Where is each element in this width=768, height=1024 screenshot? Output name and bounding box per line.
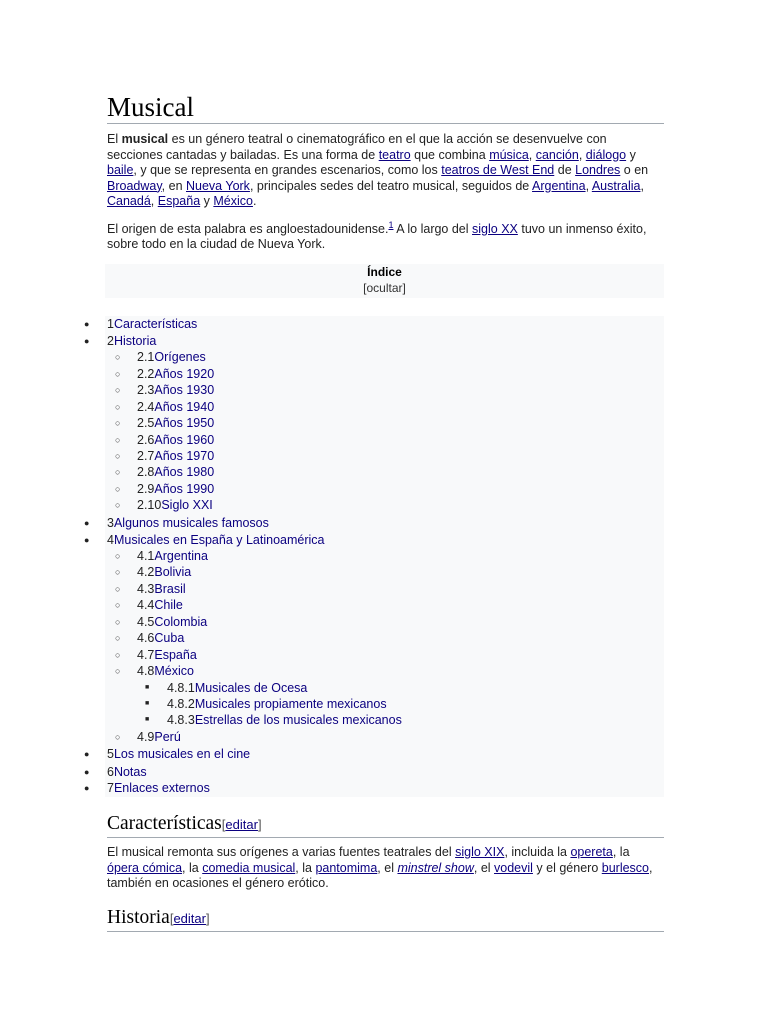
toc-number: 4.4 (137, 598, 155, 612)
toc-entry[interactable] (137, 729, 181, 746)
circle-bullet-icon: ○ (115, 732, 121, 742)
toc-link[interactable]: Perú (154, 730, 181, 744)
toc-number: 4.3 (137, 582, 155, 596)
toc-entry[interactable] (107, 532, 324, 549)
heading-text: Historia (107, 907, 170, 928)
link-burlesco[interactable]: burlesco (601, 860, 649, 875)
toc-number: 5 (107, 747, 114, 761)
toc-link[interactable]: Características (113, 317, 198, 331)
toc-entry[interactable] (107, 333, 156, 350)
text: , la (182, 860, 203, 875)
link-siglo-xx[interactable]: siglo XX (472, 221, 518, 236)
toc-item[interactable] (105, 349, 664, 366)
toc-number: 4.8.1 (167, 681, 195, 695)
text: . (252, 194, 257, 208)
link-opereta[interactable]: opereta (570, 845, 613, 859)
circle-bullet-icon: ○ (115, 451, 121, 461)
intro-paragraph-2 (107, 218, 664, 253)
toc-link[interactable]: Musicales de Ocesa (194, 681, 308, 695)
toc-number: 4.5 (137, 615, 155, 629)
toc-entry[interactable] (107, 764, 147, 781)
toc-entry[interactable] (137, 382, 214, 399)
toc-item[interactable] (105, 564, 664, 581)
link-broadway[interactable]: Broadway (107, 178, 162, 193)
toc-number: 4.6 (137, 631, 155, 645)
toc-title: Índice (367, 265, 402, 279)
text: y (626, 147, 636, 162)
toc-item[interactable] (84, 764, 664, 781)
bullet-icon: ● (84, 749, 90, 759)
link-argentina[interactable]: Argentina (532, 178, 586, 193)
toc-item[interactable] (105, 614, 664, 631)
circle-bullet-icon: ○ (115, 402, 121, 412)
link-siglo-xix[interactable]: siglo XIX (455, 845, 505, 859)
text: , (640, 178, 644, 193)
toc-number: 2.7 (137, 449, 155, 463)
edit-link[interactable]: editar (173, 911, 206, 926)
toc-number: 4.9 (137, 730, 155, 744)
square-bullet-icon: ■ (145, 700, 150, 707)
toc-entry[interactable] (137, 497, 213, 514)
text: El (107, 132, 122, 146)
toc-item[interactable] (105, 548, 664, 565)
toc-number: 4.8.2 (167, 697, 195, 711)
toc-link[interactable]: Brasil (154, 582, 186, 596)
bullet-icon: ● (84, 336, 90, 346)
toc-number: 3 (107, 516, 114, 530)
toc-number: 2.3 (137, 383, 155, 397)
text: , (528, 147, 536, 162)
toc-entry[interactable] (107, 316, 197, 333)
text: , incluida la (504, 845, 571, 859)
toc-link[interactable]: Los musicales en el cine (113, 747, 251, 761)
text: , en (161, 178, 186, 193)
circle-bullet-icon: ○ (115, 435, 121, 445)
toc-number: 4 (107, 533, 114, 547)
toc-link[interactable]: Bolivia (154, 565, 192, 579)
toc-item[interactable] (105, 448, 664, 465)
toc-entry[interactable] (167, 712, 402, 729)
toc-number: 1 (107, 317, 114, 331)
toc-list (84, 316, 664, 797)
toc-item[interactable] (105, 729, 664, 746)
link-cancion[interactable]: canción (535, 147, 579, 162)
toc-item[interactable] (105, 581, 664, 598)
link-vodevil[interactable]: vodevil (494, 860, 533, 875)
toc-item[interactable] (105, 597, 664, 614)
link-comedia-musical[interactable]: comedia musical (202, 860, 296, 875)
toc-link[interactable]: Colombia (154, 615, 208, 629)
text: es un género teatral o cinematográfico en el que la acción se desenvuelve con secciones cantadas y bailadas. Es una forma de (107, 132, 607, 162)
link-minstrel-show[interactable]: minstrel show (397, 860, 474, 875)
link-australia[interactable]: Australia (591, 178, 641, 193)
article (107, 92, 664, 253)
toc-number: 4.1 (137, 549, 155, 563)
section-paragraph (107, 845, 664, 892)
circle-bullet-icon: ○ (115, 617, 121, 627)
toc-number: 2.10 (137, 498, 162, 512)
circle-bullet-icon: ○ (115, 633, 121, 643)
section-heading (107, 812, 664, 838)
toc-link[interactable]: Años 1950 (154, 416, 215, 430)
toc-link[interactable]: Cuba (154, 631, 185, 645)
toc-entry[interactable] (137, 349, 206, 366)
bold-term: musical (121, 132, 169, 146)
text: o en (620, 163, 649, 177)
toc-link[interactable]: Algunos musicales famosos (113, 516, 269, 530)
circle-bullet-icon: ○ (115, 484, 121, 494)
text: , y que se representa en grandes escenarios, como los (133, 163, 442, 177)
link-pantomima[interactable]: pantomima (315, 860, 378, 875)
text: , principales sedes del teatro musical, seguidos de (249, 178, 533, 193)
link-baile[interactable]: baile (107, 163, 134, 177)
toc-entry[interactable] (107, 780, 210, 797)
toc-number: 2.9 (137, 482, 155, 496)
link-musica[interactable]: música (489, 147, 529, 162)
toc-number: 4.8 (137, 664, 155, 678)
toc-link[interactable]: España (154, 648, 197, 662)
toc-link[interactable]: Años 1990 (154, 482, 215, 496)
toc-entry[interactable] (137, 663, 194, 680)
toc-link[interactable]: México (154, 664, 194, 678)
toc-entry[interactable] (137, 630, 184, 647)
toc-number: 4.7 (137, 648, 155, 662)
toc-entry[interactable] (137, 564, 191, 581)
text: tuvo un inmenso éxito, sobre todo en la ciudad de Nueva York. (107, 221, 647, 252)
toc-link[interactable]: Años 1920 (154, 367, 215, 381)
link-londres[interactable]: Londres (575, 163, 621, 177)
link-teatro[interactable]: teatro (378, 147, 411, 162)
toc-entry[interactable] (137, 548, 208, 565)
toc-entry[interactable] (137, 366, 214, 383)
square-bullet-icon: ■ (145, 684, 150, 691)
link-opera-comica[interactable]: ópera cómica (107, 860, 183, 875)
circle-bullet-icon: ○ (115, 369, 121, 379)
toc-link[interactable]: Estrellas de los musicales mexicanos (194, 713, 402, 727)
link-canada[interactable]: Canadá (107, 194, 151, 208)
toc-item[interactable] (105, 481, 664, 498)
toc-item[interactable] (105, 663, 664, 680)
toc-entry[interactable] (107, 746, 250, 763)
circle-bullet-icon: ○ (115, 666, 121, 676)
toc-link[interactable]: Años 1960 (154, 433, 215, 447)
bullet-icon: ● (84, 783, 90, 793)
text: de (554, 163, 576, 177)
text: y (200, 194, 214, 208)
bullet-icon: ● (84, 767, 90, 777)
toc-link[interactable]: Historia (113, 334, 157, 348)
text: , (578, 147, 586, 162)
toc-number: 6 (107, 765, 114, 779)
toc-link[interactable]: Años 1940 (154, 400, 215, 414)
circle-bullet-icon: ○ (115, 551, 121, 561)
toc-item[interactable] (105, 630, 664, 647)
footnote-link[interactable]: 1 (388, 219, 394, 230)
section-historia (107, 906, 664, 932)
section-caracteristicas (107, 812, 664, 892)
toc-link[interactable]: Siglo XXI (161, 498, 213, 512)
toc-item[interactable] (105, 497, 664, 514)
toc-item[interactable] (105, 399, 664, 416)
text: , la (612, 845, 630, 859)
toc-link[interactable]: Argentina (154, 549, 208, 563)
link-nueva-york[interactable]: Nueva York (186, 178, 250, 193)
toc-entry[interactable] (137, 448, 214, 465)
toc-item[interactable] (84, 746, 664, 763)
text: , (585, 178, 592, 193)
bullet-icon: ● (84, 518, 90, 528)
toc-item[interactable] (105, 464, 664, 481)
bullet-icon: ● (84, 319, 90, 329)
text: que combina (410, 147, 490, 162)
toc-entry[interactable] (137, 597, 183, 614)
toc-link[interactable]: Años 1970 (154, 449, 215, 463)
bullet-icon: ● (84, 535, 90, 545)
toc-link[interactable]: Orígenes (154, 350, 206, 364)
text: , la (295, 860, 316, 875)
toc-entry[interactable] (137, 415, 214, 432)
toc-item[interactable] (84, 333, 664, 350)
toc-link[interactable]: Musicales propiamente mexicanos (194, 697, 387, 711)
intro-paragraph-1 (107, 132, 664, 210)
edit-link[interactable]: editar (225, 817, 258, 832)
circle-bullet-icon: ○ (115, 385, 121, 395)
toc-item[interactable] (84, 532, 664, 549)
heading-text: Características (107, 813, 222, 834)
square-bullet-icon: ■ (145, 716, 150, 723)
edit-bracket: [ (169, 911, 174, 926)
circle-bullet-icon: ○ (115, 352, 121, 362)
text: , (150, 194, 158, 208)
toc-number: 4.2 (137, 565, 155, 579)
toc-entry[interactable] (137, 581, 186, 598)
toc-entry[interactable] (137, 647, 197, 664)
toc-item[interactable] (105, 680, 664, 697)
text: y el género (532, 860, 602, 875)
circle-bullet-icon: ○ (115, 584, 121, 594)
circle-bullet-icon: ○ (115, 567, 121, 577)
edit-bracket: ] (257, 817, 262, 832)
toc-number: 2.2 (137, 367, 155, 381)
edit-bracket: ] (205, 911, 210, 926)
toc-entry[interactable] (137, 432, 214, 449)
link-dialogo[interactable]: diálogo (585, 147, 627, 162)
toc-entry[interactable] (137, 614, 207, 631)
toc-number: 2.8 (137, 465, 155, 479)
circle-bullet-icon: ○ (115, 600, 121, 610)
toc-entry[interactable] (167, 696, 387, 713)
text: A lo largo del (393, 221, 473, 236)
edit-bracket: [ (221, 817, 226, 832)
circle-bullet-icon: ○ (115, 650, 121, 660)
toc-link[interactable]: Enlaces externos (113, 781, 210, 795)
text: , también en ocasiones el género erótico. (107, 860, 653, 890)
toc-item[interactable] (105, 712, 664, 729)
toc-number: 2.5 (137, 416, 155, 430)
circle-bullet-icon: ○ (115, 467, 121, 477)
toc-toggle-button[interactable]: [ocultar] (363, 281, 406, 295)
toc-entry[interactable] (107, 515, 269, 532)
toc-link[interactable]: Años 1980 (154, 465, 215, 479)
toc-entry[interactable] (167, 680, 307, 697)
toc-item[interactable] (105, 415, 664, 432)
link-west-end[interactable]: teatros de West End (441, 163, 555, 177)
text: El musical remonta sus orígenes a varias fuentes teatrales del (107, 845, 456, 859)
circle-bullet-icon: ○ (115, 500, 121, 510)
toc-item[interactable] (84, 515, 664, 532)
page-title: Musical (107, 92, 664, 124)
toc-number: 4.8.3 (167, 713, 195, 727)
section-heading (107, 906, 664, 932)
toc-item[interactable] (105, 432, 664, 449)
toc-item[interactable] (105, 647, 664, 664)
toc-header (105, 264, 664, 298)
toc-number: 2 (107, 334, 114, 348)
text: , el (473, 860, 495, 875)
text: , el (377, 860, 398, 875)
toc-item[interactable] (105, 382, 664, 399)
toc-number: 7 (107, 781, 114, 795)
toc-item[interactable] (105, 696, 664, 713)
toc-item[interactable] (105, 366, 664, 383)
toc-entry[interactable] (137, 399, 214, 416)
toc-item[interactable] (84, 780, 664, 797)
circle-bullet-icon: ○ (115, 418, 121, 428)
toc-link[interactable]: Notas (113, 765, 147, 779)
toc-link[interactable]: Años 1930 (154, 383, 215, 397)
link-mexico[interactable]: México (213, 194, 253, 208)
toc-item[interactable] (84, 316, 664, 333)
toc-link[interactable]: Musicales en España y Latinoamérica (113, 533, 325, 547)
toc-entry[interactable] (137, 481, 214, 498)
toc-number: 2.6 (137, 433, 155, 447)
toc-entry[interactable] (137, 464, 214, 481)
toc-link[interactable]: Chile (154, 598, 183, 612)
text: El origen de esta palabra es angloestadounidense. (107, 221, 389, 236)
link-espana[interactable]: España (157, 194, 201, 208)
toc-number: 2.1 (137, 350, 155, 364)
toc-number: 2.4 (137, 400, 155, 414)
